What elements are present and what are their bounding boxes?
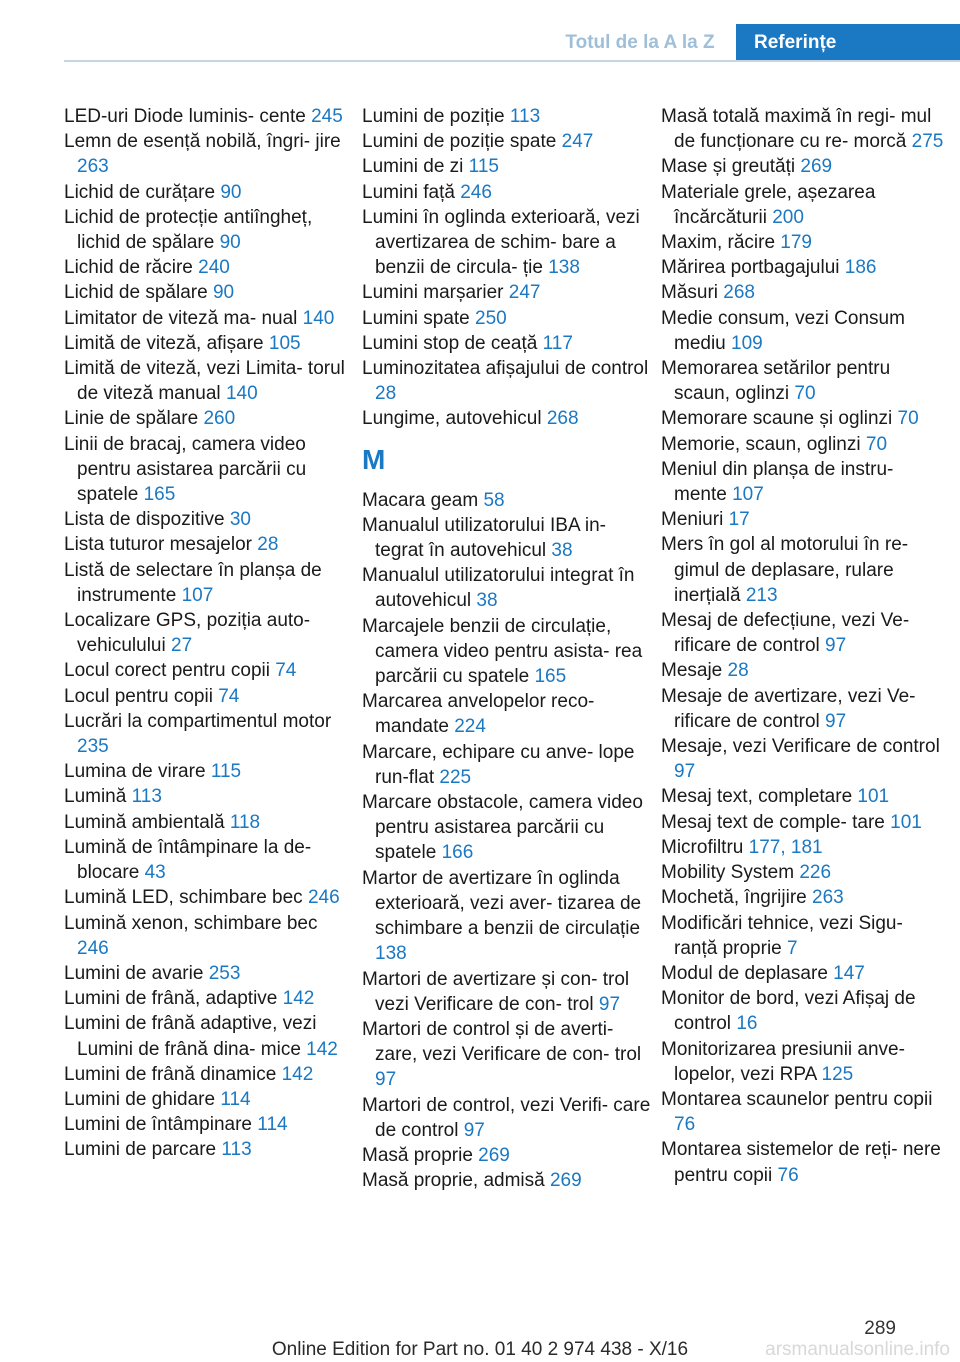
index-entry xyxy=(64,306,354,331)
page-reference-link[interactable]: 70 xyxy=(794,383,816,405)
index-term: Mesaj de defecțiune, vezi Ve- rificare de control xyxy=(661,610,910,657)
index-term: Martori de control și de averti- zare, vezi Verificare de con- trol xyxy=(362,1018,642,1066)
index-entry xyxy=(64,961,354,986)
index-entry xyxy=(661,734,951,784)
page-reference-link[interactable]: 246 xyxy=(460,181,492,203)
index-entry xyxy=(661,608,951,658)
index-term: Lumini marșarier xyxy=(362,282,504,304)
index-entry xyxy=(362,104,652,129)
index-entry xyxy=(362,331,652,356)
index-entry xyxy=(661,1037,951,1087)
page-reference-link[interactable]: 38 xyxy=(551,540,573,562)
page-reference-link[interactable]: 138 xyxy=(375,943,407,965)
page-reference-link[interactable]: 97 xyxy=(825,710,847,732)
index-term: Mase și greutăți xyxy=(661,156,796,178)
index-entry xyxy=(661,1087,951,1137)
page-reference-link[interactable]: 263 xyxy=(812,887,844,909)
index-term: Lumină LED, schimbare bec xyxy=(64,887,303,909)
page-reference-link[interactable]: 38 xyxy=(476,590,498,612)
index-entry xyxy=(64,1087,354,1112)
index-term: Modificări tehnice, vezi Sigu- ranță proprie xyxy=(661,912,903,959)
index-entry xyxy=(64,1137,354,1162)
page-reference-link[interactable]: 107 xyxy=(732,484,764,506)
page-reference-link[interactable]: 138 xyxy=(548,257,580,279)
index-entry xyxy=(64,759,354,784)
header-divider xyxy=(64,60,960,62)
index-term: Lumini de frână adaptive, vezi Lumini de frână dina- mice xyxy=(64,1013,317,1060)
index-entry xyxy=(362,967,652,1017)
index-entry xyxy=(64,784,354,809)
index-entry xyxy=(362,790,652,866)
index-entry xyxy=(661,406,951,431)
page-reference-link[interactable]: 269 xyxy=(478,1144,510,1166)
index-entry xyxy=(661,961,951,986)
index-term: Memorarea setărilor pentru scaun, oglinzi xyxy=(661,358,891,405)
index-term: Monitorizarea presiunii anve- lopelor, vezi RPA xyxy=(661,1038,905,1085)
index-term: Masă proprie xyxy=(362,1144,473,1166)
page-reference-link[interactable]: 27 xyxy=(171,635,193,657)
page-reference-link[interactable]: 58 xyxy=(483,489,505,511)
index-entry xyxy=(661,180,951,230)
index-entry xyxy=(362,1143,652,1168)
index-entry xyxy=(64,356,354,406)
page-reference-link[interactable]: 7 xyxy=(787,937,798,959)
page-reference-link[interactable]: 101 xyxy=(890,811,922,833)
index-term: Lumini de avarie xyxy=(64,962,204,984)
page-reference-link[interactable]: 17 xyxy=(728,509,750,531)
index-term: Lumini față xyxy=(362,181,455,203)
index-entry xyxy=(661,532,951,608)
index-entry xyxy=(64,911,354,961)
index-entry xyxy=(661,885,951,910)
index-term: Memorare scaune și oglinzi xyxy=(661,408,893,430)
index-term: Lumini de parcare xyxy=(64,1139,217,1161)
page-reference-link[interactable]: 113 xyxy=(131,786,162,808)
page-reference-link[interactable]: 115 xyxy=(468,156,499,178)
page-reference-link[interactable]: 246 xyxy=(77,937,109,959)
index-entry xyxy=(362,488,652,513)
index-term: Macara geam xyxy=(362,489,479,511)
page-reference-link[interactable]: 226 xyxy=(799,862,832,884)
index-term: Lichid de protecție antiîngheț, lichid de spălare xyxy=(64,206,313,254)
index-term: Lumină ambientală xyxy=(64,811,225,833)
index-term: Lumini de ghidare xyxy=(64,1088,216,1110)
index-entry xyxy=(362,280,652,305)
index-term: Memorie, scaun, oglinzi xyxy=(661,433,861,455)
page-reference-link[interactable]: 140 xyxy=(225,383,258,405)
index-term: Manualul utilizatorului IBA in- tegrat în autovehicul xyxy=(362,514,606,562)
page-reference-link[interactable]: 117 xyxy=(542,332,573,354)
index-entry xyxy=(64,709,354,759)
index-entry xyxy=(362,689,652,739)
index-term: Lumini de întâmpinare xyxy=(64,1114,252,1136)
index-entry xyxy=(64,280,354,305)
index-term: Limită de viteză, afișare xyxy=(64,332,264,354)
index-term: Luminozitatea afișajului de control xyxy=(362,358,649,380)
index-term: Mobility System xyxy=(661,862,795,884)
page-reference-link[interactable]: 97 xyxy=(674,761,696,783)
page-reference-link[interactable]: 140 xyxy=(302,307,335,329)
page-reference-link[interactable]: 247 xyxy=(508,282,541,304)
index-letter-heading: M xyxy=(362,443,386,475)
index-term: Mers în gol al motorului în re- gimul de deplasare, rulare inerțială xyxy=(661,534,909,606)
index-term: Mesaje, vezi Verificare de control xyxy=(661,736,940,758)
index-term: Lumini de frână dinamice xyxy=(64,1063,277,1085)
page-reference-link[interactable]: 235 xyxy=(77,736,109,758)
index-entry xyxy=(661,280,951,305)
index-entry xyxy=(362,356,652,406)
page-reference-link[interactable]: 113 xyxy=(221,1139,252,1161)
page-reference-link[interactable]: 43 xyxy=(144,862,166,884)
index-entry xyxy=(362,740,652,790)
index-term: Montarea scaunelor pentru copii xyxy=(661,1088,933,1110)
index-entry xyxy=(661,356,951,406)
index-term: Listă de selectare în planșa de instrumente xyxy=(64,559,322,606)
index-entry xyxy=(64,558,354,608)
page-reference-link[interactable]: 165 xyxy=(534,666,567,688)
page-reference-link[interactable]: 118 xyxy=(229,811,261,833)
page-reference-link[interactable]: 245 xyxy=(311,106,343,127)
index-entry xyxy=(362,154,652,179)
index-entry xyxy=(64,205,354,255)
page-reference-link[interactable]: 30 xyxy=(229,509,251,531)
index-term: LED-uri Diode luminis- cente xyxy=(64,106,306,127)
index-entry xyxy=(64,658,354,683)
page-reference-link[interactable]: 107 xyxy=(181,584,214,606)
index-entry xyxy=(64,507,354,532)
index-term: Marcare, echipare cu anve- lope run-flat xyxy=(362,741,635,788)
page-reference-link[interactable]: 113 xyxy=(509,106,541,127)
index-entry xyxy=(661,860,951,885)
page-reference-link[interactable]: 90 xyxy=(219,232,241,254)
page-reference-link[interactable]: 28 xyxy=(257,534,279,556)
index-term: Martori de control, vezi Verifi- care de control xyxy=(362,1094,651,1141)
index-term: Lungime, autovehicul xyxy=(362,408,542,430)
index-entry xyxy=(362,406,652,431)
index-entry xyxy=(362,563,652,613)
index-entry xyxy=(661,911,951,961)
index-entry xyxy=(64,684,354,709)
page-reference-link[interactable]: 147 xyxy=(833,962,865,984)
index-entry xyxy=(64,810,354,835)
index-term: Lumini în oglinda exterioară, vezi avertizarea de schim- bare a benzii de circula- ție xyxy=(362,206,640,279)
index-entry xyxy=(362,614,652,690)
page-reference-link[interactable]: 166 xyxy=(441,842,474,864)
index-term: Martori de avertizare și con- trol vezi Verificare de con- trol xyxy=(362,968,630,1015)
page-reference-link[interactable]: 186 xyxy=(844,257,877,279)
page-number: 289 xyxy=(864,1318,896,1339)
page-reference-link[interactable]: 142 xyxy=(281,1063,314,1085)
index-term: Lumini de zi xyxy=(362,156,464,178)
index-term: Locul corect pentru copii xyxy=(64,660,270,682)
index-term: Mochetă, îngrijire xyxy=(661,887,807,909)
index-term: Masă proprie, admisă xyxy=(362,1170,545,1192)
index-term: Lichid de spălare xyxy=(64,282,208,304)
index-term: Mărirea portbagajului xyxy=(661,257,840,279)
watermark: arsmanualsonline.info xyxy=(765,1339,950,1360)
index-term: Lichid de curățare xyxy=(64,181,216,203)
chapter-tab: Referințe xyxy=(736,24,960,62)
page-reference-link[interactable]: 70 xyxy=(865,433,888,455)
index-entry xyxy=(661,507,951,532)
index-term: Marcajele benzii de circulație, camera video pentru asista- rea parcării cu spatele xyxy=(362,615,643,688)
page-reference-link[interactable]: 70 xyxy=(897,408,919,430)
page-reference-link[interactable]: 263 xyxy=(77,156,109,178)
index-entry xyxy=(661,306,951,356)
index-term: Martor de avertizare în oglinda exterioară, vezi aver- tizarea de schimbare a benzii de circulație xyxy=(362,867,642,940)
index-entry xyxy=(362,306,652,331)
index-entry xyxy=(362,205,652,281)
page-reference-link[interactable]: 74 xyxy=(218,685,240,707)
page-reference-link[interactable]: 114 xyxy=(257,1114,288,1136)
footer-edition: Online Edition for Part no. 01 40 2 974 438 - X/16 xyxy=(271,1339,689,1360)
index-entry xyxy=(64,331,354,356)
index-entry xyxy=(661,1137,951,1187)
index-entry xyxy=(64,180,354,205)
page-reference-link[interactable]: 28 xyxy=(375,383,397,405)
index-term: Linie de spălare xyxy=(64,408,199,430)
index-term: Localizare GPS, poziția auto- vehiculului xyxy=(64,610,311,657)
index-entry xyxy=(64,608,354,658)
index-term: Meniuri xyxy=(661,509,724,531)
index-entry xyxy=(661,154,951,179)
index-entry xyxy=(661,784,951,809)
index-term: Lista de dispozitive xyxy=(64,509,225,531)
page-reference-link[interactable]: 101 xyxy=(857,786,890,808)
page-reference-link[interactable]: 90 xyxy=(220,181,242,203)
index-entry xyxy=(64,835,354,885)
index-term: Limitator de viteză ma- nual xyxy=(64,307,298,329)
index-entry xyxy=(64,255,354,280)
index-term: Limită de viteză, vezi Limita- torul de viteză manual xyxy=(64,358,345,405)
page-reference-link[interactable]: 246 xyxy=(307,887,340,909)
index-term: Masă totală maximă în regi- mul de funcționare cu re- morcă xyxy=(661,106,932,153)
index-entry xyxy=(64,1112,354,1137)
index-entry xyxy=(64,104,354,129)
index-entry xyxy=(661,658,951,683)
section-title: Totul de la A la Z xyxy=(565,32,715,53)
index-term: Măsuri xyxy=(661,282,719,304)
index-term: Manualul utilizatorului integrat în autovehicul xyxy=(362,565,635,612)
index-term: Monitor de bord, vezi Afișaj de control xyxy=(661,988,916,1035)
index-term: Lumini de frână, adaptive xyxy=(64,988,278,1010)
index-entry xyxy=(661,810,951,835)
page-reference-link[interactable]: 97 xyxy=(825,635,847,657)
page-reference-link[interactable]: 109 xyxy=(731,332,763,354)
page-reference-link[interactable]: 213 xyxy=(745,584,778,606)
page-reference-link[interactable]: 105 xyxy=(268,332,301,354)
index-term: Mesaje de avertizare, vezi Ve- rificare de control xyxy=(661,685,916,732)
page-reference-link[interactable]: 200 xyxy=(772,206,804,228)
page-reference-link[interactable]: 165 xyxy=(143,484,176,506)
index-entry xyxy=(661,457,951,507)
index-term: Lumina de virare xyxy=(64,761,206,783)
index-entry xyxy=(661,104,951,154)
index-entry xyxy=(64,885,354,910)
index-term: Locul pentru copii xyxy=(64,685,213,707)
page-reference-link[interactable]: 250 xyxy=(475,307,507,329)
index-term: Meniul din planșa de instru- mente xyxy=(661,458,894,506)
page-reference-link[interactable]: 268 xyxy=(723,282,755,304)
page-reference-link[interactable]: 240 xyxy=(198,257,230,279)
page-header xyxy=(0,0,960,62)
page-reference-link[interactable]: 275 xyxy=(911,131,944,153)
page-reference-link[interactable]: 224 xyxy=(454,716,486,738)
index-entry xyxy=(64,986,354,1011)
page-reference-link[interactable]: 253 xyxy=(208,962,241,984)
page-reference-link[interactable]: 247 xyxy=(561,131,594,153)
page-reference-link[interactable]: 269 xyxy=(800,156,833,178)
index-term: Materiale grele, așezarea încărcăturii xyxy=(661,181,876,228)
index-entry xyxy=(362,1168,652,1193)
index-term: Lumini de poziție xyxy=(362,106,505,127)
index-entry xyxy=(64,532,354,557)
page-reference-link[interactable]: 76 xyxy=(674,1114,696,1136)
page-reference-link[interactable]: 28 xyxy=(727,660,749,682)
page-reference-link[interactable]: 115 xyxy=(210,761,242,783)
page-reference-link[interactable]: 225 xyxy=(439,766,472,788)
index-entry xyxy=(661,684,951,734)
index-term: Mesaje xyxy=(661,660,723,682)
page-reference-link[interactable]: 269 xyxy=(549,1170,582,1192)
page-reference-link[interactable]: 142 xyxy=(282,988,315,1010)
index-entry xyxy=(362,129,652,154)
page-reference-link[interactable]: 260 xyxy=(203,408,236,430)
index-entry xyxy=(661,255,951,280)
index-term: Lista tuturor mesajelor xyxy=(64,534,252,556)
page-reference-link[interactable]: 179 xyxy=(780,232,812,254)
page-reference-link[interactable]: 97 xyxy=(463,1119,485,1141)
index-term: Lumini de poziție spate xyxy=(362,131,557,153)
page-reference-link[interactable]: 97 xyxy=(375,1069,397,1091)
page-reference-link[interactable]: 74 xyxy=(275,660,297,682)
page-reference-link[interactable]: 268 xyxy=(546,408,579,430)
page-reference-link[interactable]: 114 xyxy=(220,1088,251,1110)
index-term: Lumină xyxy=(64,786,127,808)
index-term: Lucrări la compartimentul motor xyxy=(64,710,332,732)
page-reference-link[interactable]: 142 xyxy=(306,1038,338,1060)
index-term: Lumină xenon, schimbare bec xyxy=(64,912,318,934)
index-term: Mesaj text de comple- tare xyxy=(661,811,885,833)
index-column-1 xyxy=(64,104,354,1163)
page-reference-link[interactable]: 177, 181 xyxy=(748,836,823,858)
index-entry xyxy=(64,406,354,431)
page-reference-link[interactable]: 76 xyxy=(777,1164,799,1186)
index-term: Microfiltru xyxy=(661,836,744,858)
index-entry xyxy=(362,1093,652,1143)
index-entry xyxy=(362,866,652,967)
index-entry xyxy=(362,513,652,563)
index-term: Lumină de întâmpinare la de- blocare xyxy=(64,836,312,884)
index-entry xyxy=(64,432,354,508)
index-term: Marcarea anvelopelor reco- mandate xyxy=(362,691,595,738)
page-reference-link[interactable]: 90 xyxy=(212,282,235,304)
index-term: Modul de deplasare xyxy=(661,962,828,984)
page-reference-link[interactable]: 16 xyxy=(736,1013,758,1035)
index-entry xyxy=(362,180,652,205)
index-entry xyxy=(661,986,951,1036)
index-term: Linii de bracaj, camera video pentru asistarea parcării cu spatele xyxy=(64,433,307,506)
index-term: Marcare obstacole, camera video pentru asistarea parcării cu spatele xyxy=(362,792,643,864)
index-column-2 xyxy=(362,104,652,1193)
index-column-3 xyxy=(661,104,951,1188)
index-entry xyxy=(64,129,354,179)
page-reference-link[interactable]: 125 xyxy=(821,1063,854,1085)
index-term: Medie consum, vezi Consum mediu xyxy=(661,307,905,354)
index-term: Maxim, răcire xyxy=(661,232,776,254)
index-entry xyxy=(362,1017,652,1093)
index-entry xyxy=(661,432,951,457)
index-term: Lumini stop de ceață xyxy=(362,332,538,354)
index-term: Mesaj text, completare xyxy=(661,786,853,808)
index-entry xyxy=(64,1062,354,1087)
index-term: Lemn de esență nobilă, îngri- jire xyxy=(64,131,341,153)
index-entry xyxy=(64,1011,354,1061)
page-reference-link[interactable]: 97 xyxy=(598,993,621,1015)
index-term: Montarea sistemelor de reți- nere pentru copii xyxy=(661,1139,941,1186)
index-term: Lichid de răcire xyxy=(64,257,193,279)
index-entry xyxy=(661,835,951,860)
index-term: Lumini spate xyxy=(362,307,470,329)
index-entry xyxy=(661,230,951,255)
